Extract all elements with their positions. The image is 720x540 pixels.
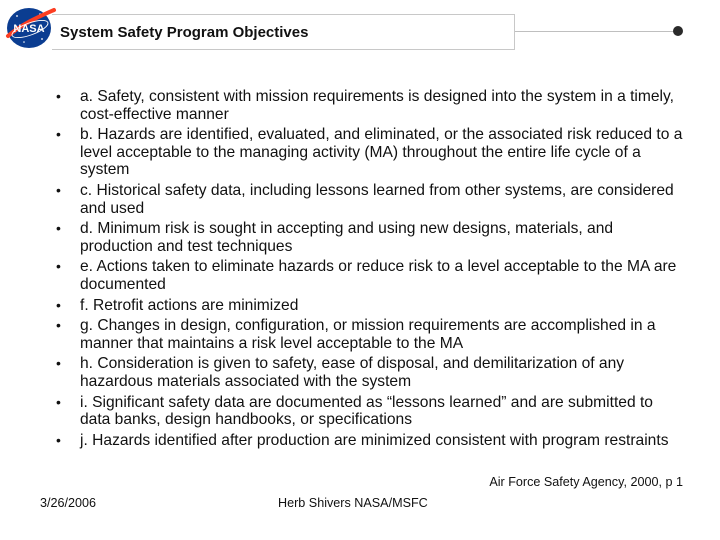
list-item [56, 432, 686, 450]
objective-text: g. Changes in design, configuration, or mission requirements are accomplished in a manner that maintains a risk level acceptable to the MA [80, 317, 656, 352]
footer-author: Herb Shivers NASA/MSFC [278, 496, 428, 510]
list-item [56, 355, 686, 390]
bullet-icon: • [56, 393, 61, 410]
objective-text: j. Hazards identified after production are minimized consistent with program restraints [80, 431, 669, 449]
bullet-icon: • [56, 220, 61, 237]
bullet-icon: • [56, 296, 61, 313]
source-citation: Air Force Safety Agency, 2000, p 1 [489, 475, 683, 489]
objective-text: i. Significant safety data are documented as “lessons learned” and are submitted to data banks, design handbooks, or specifications [80, 393, 653, 429]
list-item [56, 258, 686, 293]
list-item [56, 297, 686, 315]
list-item [56, 126, 686, 179]
objective-text: f. Retrofit actions are minimized [80, 296, 299, 314]
objective-text: e. Actions taken to eliminate hazards or reduce risk to a level acceptable to the MA are documented [80, 258, 677, 293]
title-dot [673, 26, 683, 36]
objective-text: h. Consideration is given to safety, ease of disposal, and demilitarization of any hazardous materials associated with the system [80, 355, 625, 390]
bullet-icon: • [56, 317, 61, 334]
objectives-list [56, 88, 686, 452]
list-item [56, 394, 686, 429]
bullet-icon: • [56, 258, 61, 275]
bullet-icon: • [56, 355, 61, 372]
page-title: System Safety Program Objectives [60, 24, 309, 41]
nasa-logo [4, 4, 58, 50]
nasa-logo-text: NASA [13, 23, 45, 35]
bullet-icon: • [56, 181, 61, 198]
objective-text: c. Historical safety data, including lessons learned from other systems, are considered and used [80, 181, 674, 217]
list-item [56, 88, 686, 123]
list-item [56, 317, 686, 352]
footer-date: 3/26/2006 [40, 496, 97, 510]
bullet-icon: • [56, 431, 61, 448]
list-item [56, 182, 686, 217]
objective-text: d. Minimum risk is sought in accepting and using new designs, materials, and production and test techniques [80, 220, 614, 255]
list-item [56, 220, 686, 255]
title-rule [515, 31, 677, 32]
objective-text: b. Hazards are identified, evaluated, and eliminated, or the associated risk reduced to a level acceptable to the managing activity (MA) throughout the entire life cycle of a system [80, 126, 683, 179]
bullet-icon: • [56, 88, 61, 104]
bullet-icon: • [56, 126, 61, 143]
objective-text: a. Safety, consistent with mission requirements is designed into the system in a timely, cost-effective manner [80, 88, 674, 123]
